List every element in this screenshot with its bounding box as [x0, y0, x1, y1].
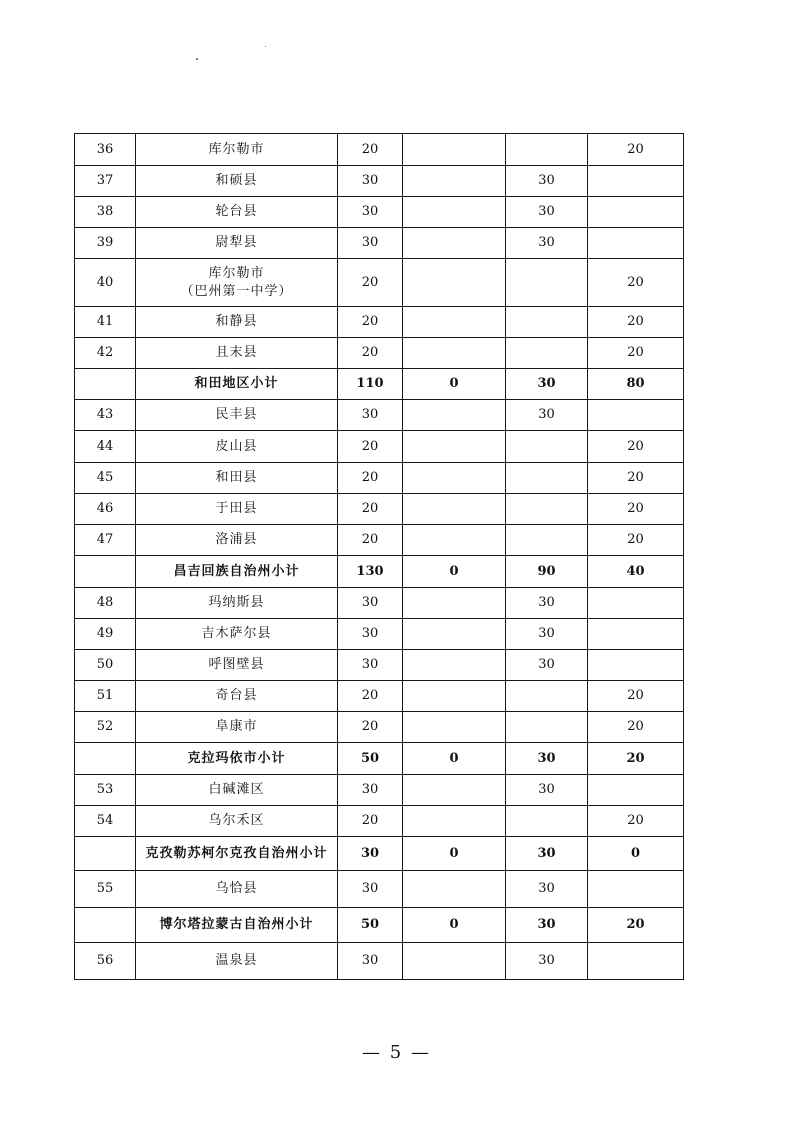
table-row: [75, 681, 684, 712]
row-number: 39: [75, 228, 136, 259]
column-a-value: [403, 806, 506, 837]
county-name: [136, 588, 338, 619]
county-name-line: 且末县: [215, 345, 258, 360]
table-row: [75, 943, 684, 980]
county-name-line: 库尔勒市: [208, 141, 265, 157]
total-value: 20: [338, 259, 403, 307]
total-value: 20: [338, 307, 403, 338]
row-number: 54: [75, 806, 136, 837]
column-c-value: [588, 871, 684, 908]
column-b-value: 30: [506, 871, 588, 908]
row-number: [75, 369, 136, 400]
row-number: [75, 556, 136, 588]
county-name: [136, 681, 338, 712]
column-b-value: [506, 806, 588, 837]
column-a-value: 0: [403, 743, 506, 775]
column-a-value: 0: [403, 369, 506, 400]
county-name: [136, 712, 338, 743]
column-c-value: 80: [588, 369, 684, 400]
column-c-value: [588, 619, 684, 650]
county-name-line: 于田县: [215, 501, 258, 516]
county-name: [136, 369, 338, 400]
county-name-line: 轮台县: [215, 204, 258, 219]
column-a-value: [403, 197, 506, 228]
county-name-line: 玛纳斯县: [208, 595, 265, 610]
table-row: [75, 712, 684, 743]
column-b-value: 30: [506, 837, 588, 871]
column-b-value: 30: [506, 908, 588, 943]
county-name: [136, 806, 338, 837]
row-number: 44: [75, 431, 136, 463]
column-a-value: [403, 338, 506, 369]
column-c-value: 20: [588, 259, 684, 307]
column-c-value: 20: [588, 307, 684, 338]
row-number: 55: [75, 871, 136, 908]
column-b-value: [506, 259, 588, 307]
county-name-line: 阜康市: [215, 719, 258, 734]
subtotal-row: [75, 743, 684, 775]
column-b-value: 30: [506, 650, 588, 681]
column-a-value: 0: [403, 908, 506, 943]
column-b-value: 30: [506, 743, 588, 775]
total-value: 30: [338, 775, 403, 806]
column-b-value: [506, 681, 588, 712]
table-row: [75, 525, 684, 556]
total-value: 20: [338, 712, 403, 743]
table-row: [75, 494, 684, 525]
column-b-value: 30: [506, 943, 588, 980]
scan-speck: [196, 58, 198, 60]
column-c-value: 40: [588, 556, 684, 588]
total-value: 50: [338, 908, 403, 943]
column-b-value: 30: [506, 369, 588, 400]
column-a-value: [403, 525, 506, 556]
column-b-value: 30: [506, 400, 588, 431]
total-value: 20: [338, 338, 403, 369]
column-c-value: [588, 943, 684, 980]
county-name-line: 白碱滩区: [208, 782, 265, 797]
county-name-line: 乌尔禾区: [208, 813, 265, 828]
total-value: 20: [338, 806, 403, 837]
table-row: [75, 871, 684, 908]
county-name-line: 和田县: [215, 470, 258, 485]
column-a-value: [403, 871, 506, 908]
total-value: 30: [338, 943, 403, 980]
allocation-table: [74, 133, 684, 980]
total-value: 20: [338, 525, 403, 556]
table-row: [75, 197, 684, 228]
column-b-value: 90: [506, 556, 588, 588]
total-value: 110: [338, 369, 403, 400]
column-a-value: [403, 463, 506, 494]
county-name-line: 奇台县: [215, 688, 258, 703]
total-value: 30: [338, 228, 403, 259]
county-name: [136, 400, 338, 431]
total-value: 50: [338, 743, 403, 775]
total-value: 20: [338, 494, 403, 525]
county-name: [136, 166, 338, 197]
county-name-line: 吉木萨尔县: [201, 626, 272, 641]
page-number: — 5 —: [362, 1042, 431, 1063]
row-number: 53: [75, 775, 136, 806]
column-b-value: [506, 525, 588, 556]
total-value: 20: [338, 463, 403, 494]
column-b-value: [506, 463, 588, 494]
county-name: [136, 197, 338, 228]
county-name: [136, 943, 338, 980]
county-name-line: 皮山县: [215, 438, 258, 454]
total-value: 20: [338, 134, 403, 166]
column-a-value: [403, 431, 506, 463]
column-c-value: 20: [588, 806, 684, 837]
county-name-line: 克孜勒苏柯尔克孜自治州小计: [145, 845, 328, 861]
column-c-value: 20: [588, 134, 684, 166]
total-value: 20: [338, 431, 403, 463]
county-name: [136, 525, 338, 556]
county-name-line: 博尔塔拉蒙古自治州小计: [159, 917, 314, 932]
column-a-value: [403, 400, 506, 431]
column-c-value: [588, 166, 684, 197]
total-value: 30: [338, 650, 403, 681]
table-row: [75, 431, 684, 463]
county-name: [136, 463, 338, 494]
total-value: 30: [338, 400, 403, 431]
column-c-value: [588, 228, 684, 259]
county-name: [136, 494, 338, 525]
column-a-value: [403, 307, 506, 338]
county-name-line: 洛浦县: [215, 532, 258, 547]
total-value: 30: [338, 837, 403, 871]
row-number: 43: [75, 400, 136, 431]
row-number: 48: [75, 588, 136, 619]
column-c-value: [588, 588, 684, 619]
total-value: 30: [338, 166, 403, 197]
row-number: 45: [75, 463, 136, 494]
column-b-value: [506, 431, 588, 463]
column-a-value: [403, 619, 506, 650]
county-name: [136, 307, 338, 338]
row-number: 49: [75, 619, 136, 650]
county-name-line: 和田地区小计: [194, 376, 279, 391]
county-name-line: 尉犁县: [215, 235, 258, 250]
county-name: [136, 134, 338, 166]
total-value: 20: [338, 681, 403, 712]
table-row: [75, 775, 684, 806]
column-a-value: [403, 943, 506, 980]
county-name-line: 呼图壁县: [208, 657, 265, 672]
subtotal-row: [75, 837, 684, 871]
column-a-value: [403, 259, 506, 307]
column-c-value: [588, 775, 684, 806]
table-row: [75, 650, 684, 681]
county-name: [136, 556, 338, 588]
column-b-value: [506, 307, 588, 338]
table-row: [75, 588, 684, 619]
table-row: [75, 400, 684, 431]
total-value: 30: [338, 871, 403, 908]
row-number: 37: [75, 166, 136, 197]
row-number: 41: [75, 307, 136, 338]
row-number: 52: [75, 712, 136, 743]
table-row: [75, 619, 684, 650]
county-name: [136, 259, 338, 307]
table-row: [75, 463, 684, 494]
county-name-line: （巴州第一中学）: [180, 283, 293, 299]
table-row: [75, 307, 684, 338]
row-number: 47: [75, 525, 136, 556]
column-a-value: [403, 134, 506, 166]
row-number: [75, 837, 136, 871]
column-b-value: 30: [506, 228, 588, 259]
column-c-value: 20: [588, 463, 684, 494]
table-body: [75, 134, 684, 980]
county-name: [136, 431, 338, 463]
county-name: [136, 871, 338, 908]
table-row: [75, 338, 684, 369]
county-name: [136, 338, 338, 369]
subtotal-row: [75, 556, 684, 588]
scan-speck: [265, 46, 266, 47]
column-a-value: [403, 588, 506, 619]
column-b-value: 30: [506, 588, 588, 619]
column-b-value: 30: [506, 619, 588, 650]
county-name-line: 库尔勒市: [208, 265, 265, 281]
row-number: [75, 908, 136, 943]
table-row: [75, 228, 684, 259]
column-b-value: 30: [506, 166, 588, 197]
row-number: [75, 743, 136, 775]
column-c-value: 20: [588, 431, 684, 463]
table-row: [75, 806, 684, 837]
county-name-line: 克拉玛依市小计: [187, 750, 286, 766]
table-row: [75, 259, 684, 307]
column-c-value: 20: [588, 681, 684, 712]
total-value: 30: [338, 197, 403, 228]
county-name: [136, 650, 338, 681]
subtotal-row: [75, 369, 684, 400]
subtotal-row: [75, 908, 684, 943]
table-row: [75, 166, 684, 197]
column-c-value: 20: [588, 338, 684, 369]
table-row: [75, 134, 684, 166]
column-a-value: [403, 166, 506, 197]
row-number: 46: [75, 494, 136, 525]
column-a-value: 0: [403, 837, 506, 871]
county-name-line: 温泉县: [215, 953, 258, 968]
row-number: 50: [75, 650, 136, 681]
column-b-value: 30: [506, 197, 588, 228]
column-b-value: [506, 712, 588, 743]
column-c-value: 20: [588, 494, 684, 525]
county-name-line: 乌恰县: [215, 881, 258, 896]
county-name: [136, 775, 338, 806]
county-name-line: 民丰县: [215, 407, 258, 422]
county-name: [136, 837, 338, 871]
column-b-value: [506, 134, 588, 166]
county-name-line: 昌吉回族自治州小计: [173, 563, 300, 579]
total-value: 30: [338, 588, 403, 619]
column-a-value: [403, 712, 506, 743]
row-number: 42: [75, 338, 136, 369]
column-b-value: 30: [506, 775, 588, 806]
column-c-value: 20: [588, 712, 684, 743]
column-a-value: [403, 228, 506, 259]
column-a-value: 0: [403, 556, 506, 588]
row-number: 56: [75, 943, 136, 980]
county-name-line: 和硕县: [215, 173, 258, 188]
column-a-value: [403, 494, 506, 525]
row-number: 38: [75, 197, 136, 228]
column-a-value: [403, 681, 506, 712]
column-a-value: [403, 775, 506, 806]
row-number: 36: [75, 134, 136, 166]
row-number: 51: [75, 681, 136, 712]
county-name: [136, 228, 338, 259]
column-c-value: 20: [588, 908, 684, 943]
column-c-value: [588, 650, 684, 681]
column-c-value: 0: [588, 837, 684, 871]
column-b-value: [506, 338, 588, 369]
row-number: 40: [75, 259, 136, 307]
column-c-value: [588, 197, 684, 228]
total-value: 30: [338, 619, 403, 650]
total-value: 130: [338, 556, 403, 588]
county-name-line: 和静县: [215, 314, 258, 329]
column-c-value: 20: [588, 743, 684, 775]
column-a-value: [403, 650, 506, 681]
county-name: [136, 908, 338, 943]
column-c-value: [588, 400, 684, 431]
column-c-value: 20: [588, 525, 684, 556]
column-b-value: [506, 494, 588, 525]
county-name: [136, 619, 338, 650]
county-name: [136, 743, 338, 775]
